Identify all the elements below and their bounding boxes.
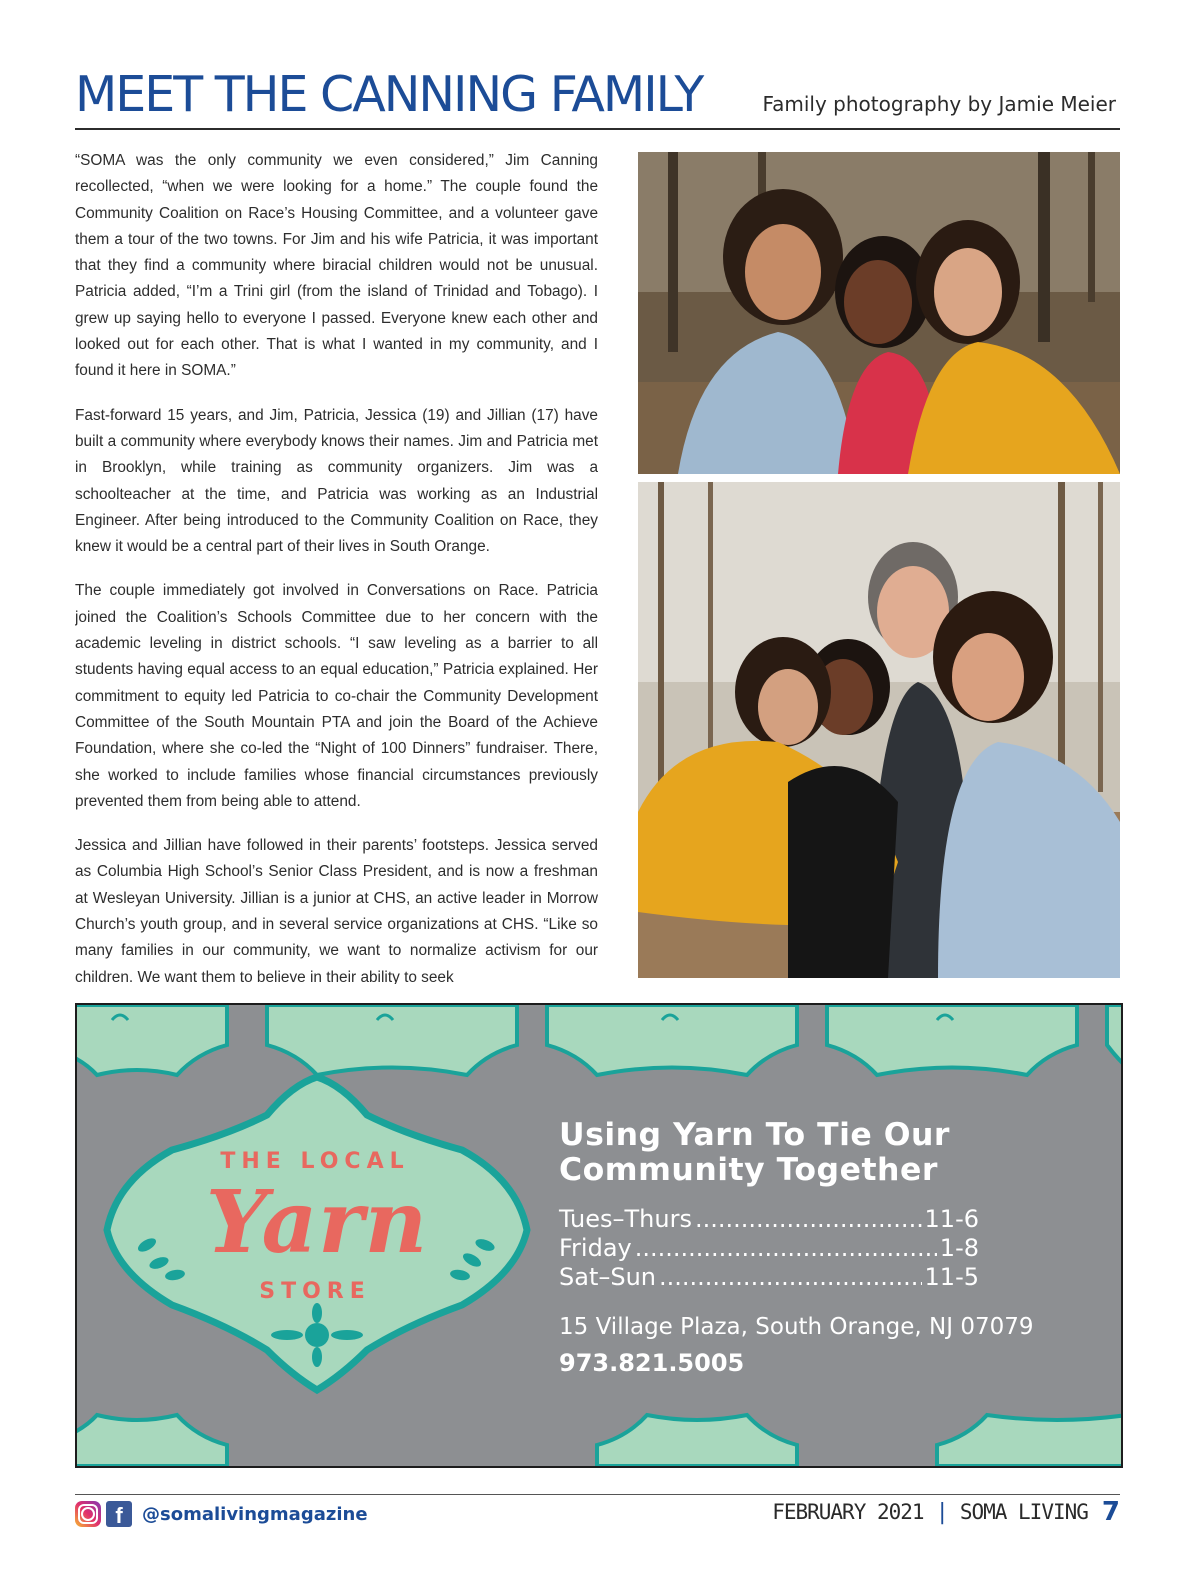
issue-date: FEBRUARY 2021 [772,1500,924,1524]
footer-separator: | [935,1499,948,1525]
ad-headline-line: Using Yarn To Tie Our [559,1117,950,1153]
logo-the-local: THE LOCAL [220,1149,410,1174]
photo-credit: Family photography by Jamie Meier [762,92,1116,116]
logo-store: STORE [259,1279,371,1304]
footer-divider [75,1494,1120,1495]
hours-time: 1-8 [939,1234,979,1262]
store-phone: 973.821.5005 [559,1349,745,1377]
store-hours [559,1205,979,1292]
family-photo-bottom [638,482,1120,978]
article-paragraph: Jessica and Jillian have followed in their parents’ footsteps. Jessica served as Columbia High School’s Senior Class President, and is now a freshman at Wesleyan University. Jillian is a junior at CHS, an active leader in Morrow Church’s youth group, and in several service organizations at CHS. “Like so many families in our community, we want to normalize activism for our children. We want them to believe in their ability to seek [75,837,598,984]
article-paragraph: Fast-forward 15 years, and Jim, Patricia, Jessica (19) and Jillian (17) have built a community where everybody knows their names. Jim and Patricia met in Brooklyn, while training as community organizers. Jim was a schoolteacher at the time, and Patricia was working as an Industrial Engineer. After being introduced to the Community Coalition on Race, they knew it would be a central part of their lives in South Orange. [75,406,598,556]
instagram-icon[interactable] [75,1501,101,1527]
hours-row [559,1205,979,1234]
leader-dots [635,1234,937,1263]
hours-time: 11-5 [924,1263,979,1291]
article-paragraph: The couple immediately got involved in Conversations on Race. Patricia joined the Coalition’s Schools Committee due to her concern with the academic leveling in district schools. “I saw leveling as a barrier to all students having equal access to an equal education,” Patricia explained. Her commitment to equity led Patricia to co-chair the Community Development Committee of the South Mountain PTA and join the Board of the Achieve Foundation, where she co-led the “Night of 100 Dinners” fundraiser. There, she worked to include families whose financial circumstances previously prevented them from being able to attend. [75,582,598,810]
hours-row [559,1263,979,1292]
page-footer [772,1497,1120,1527]
ad-headline-line: Community Together [559,1152,938,1188]
hours-time: 11-6 [924,1205,979,1233]
store-address: 15 Village Plaza, South Orange, NJ 07079 [559,1314,1034,1340]
leader-dots [695,1205,922,1234]
hours-days: Friday [559,1234,632,1262]
hours-days: Tues–Thurs [559,1205,692,1233]
logo-yarn: Yarn [205,1172,429,1273]
ad-headline [559,1118,1099,1188]
yarn-store-advertisement [75,1003,1123,1468]
article-title: MEET THE CANNING FAMILY [75,66,703,123]
hours-days: Sat–Sun [559,1263,657,1291]
social-handle[interactable]: @somalivingmagazine [142,1503,368,1525]
leader-dots [659,1263,922,1292]
page-number: 7 [1101,1497,1120,1527]
page-header [75,62,1120,130]
article-body [75,148,598,984]
header-divider [75,128,1120,130]
article-paragraph: “SOMA was the only community we even considered,” Jim Canning recollected, “when we were looking for a home.” The couple found the Community Coalition on Race’s Housing Committee, and a volunteer gave them a tour of the two towns. For Jim and his wife Patricia, it was important that they find a community where biracial children would not be unusual. Patricia added, “I’m a Trini girl (from the island of Trinidad and Tobago). I grew up saying hello to everyone I passed. Everyone knew each other and looked out for each other. That is what I wanted in my community, and I found it here in SOMA.” [75,152,598,380]
family-photo-top [638,152,1120,474]
facebook-icon[interactable]: f [106,1501,132,1527]
social-links [75,1500,368,1528]
magazine-name: SOMA LIVING [959,1500,1088,1524]
hours-row [559,1234,979,1263]
